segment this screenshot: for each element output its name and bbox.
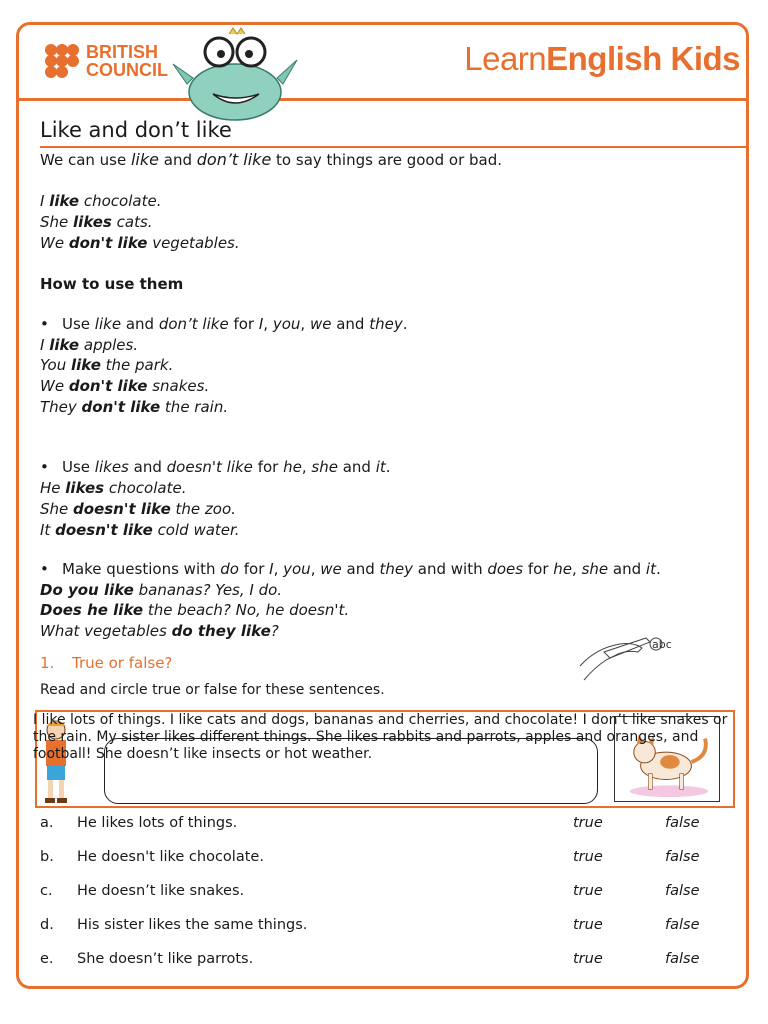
- rule-text: Use: [62, 458, 95, 476]
- rule-text: ,: [300, 315, 310, 333]
- example-line: [40, 479, 186, 497]
- ex-bold: Does he like: [40, 601, 144, 619]
- ex-bold: likes: [65, 479, 105, 497]
- intro-dont-like: don’t like: [196, 150, 272, 169]
- true-option[interactable]: true: [573, 883, 603, 899]
- ex-pre: She: [40, 213, 74, 231]
- intro-line: [40, 150, 502, 169]
- ex-pre: What vegetables: [40, 622, 172, 640]
- question-letter: b.: [40, 849, 54, 865]
- ex-bold: doesn't like: [73, 500, 171, 518]
- example-line: [40, 192, 161, 210]
- ex-post: the beach? No, he doesn't.: [143, 601, 350, 619]
- rule-term: do: [220, 560, 239, 578]
- ex-pre: They: [40, 398, 82, 416]
- rule-text: ,: [301, 458, 312, 476]
- ex-post: ?: [270, 622, 279, 640]
- example-line: [40, 234, 240, 252]
- rule-text: and: [121, 315, 159, 333]
- rule-term: like: [94, 315, 122, 333]
- false-option[interactable]: false: [665, 951, 700, 967]
- example-line: [40, 213, 153, 231]
- ex-bold: like: [70, 356, 101, 374]
- rule-term: doesn't like: [166, 458, 253, 476]
- rule-text: for: [228, 315, 259, 333]
- rule-text: for: [238, 560, 270, 578]
- ex-post: vegetables.: [147, 234, 240, 252]
- rule-1-bullet: [40, 315, 408, 333]
- pen-writing-icon: [576, 630, 691, 688]
- rule-term: he: [553, 560, 573, 578]
- exercise-number: 1.: [40, 654, 55, 672]
- ex-post: apples.: [79, 336, 139, 354]
- how-heading: How to use them: [40, 275, 184, 293]
- intro-post: to say things are good or bad.: [271, 151, 503, 169]
- exercise-instruction: Read and circle true or false for these sentences.: [40, 682, 385, 698]
- false-option[interactable]: false: [665, 849, 700, 865]
- rule-term: it: [375, 458, 386, 476]
- story-text: I like lots of things. I like cats and dogs, bananas and cherries, and chocolate! I don’t like snakes or the rain. My sister likes different things. She likes rabbits and parrots, apples and oranges, and football! She doesn’t like insects or hot weather.: [33, 712, 728, 762]
- question-row: [40, 849, 720, 869]
- example-line: [40, 601, 349, 619]
- rule-term: I: [258, 315, 264, 333]
- rule-text: Use: [62, 315, 95, 333]
- ex-post: the rain.: [160, 398, 229, 416]
- ex-pre: He: [40, 479, 66, 497]
- question-text: He likes lots of things.: [77, 815, 238, 831]
- true-option[interactable]: true: [573, 849, 603, 865]
- rule-text: .: [655, 560, 661, 578]
- example-line: [40, 336, 138, 354]
- british-council-wordmark: [86, 43, 168, 79]
- rule-term: she: [581, 560, 609, 578]
- rule-term: they: [369, 315, 403, 333]
- bullet-icon: •: [40, 560, 49, 578]
- ex-post: chocolate.: [104, 479, 187, 497]
- rule-text: ,: [310, 560, 321, 578]
- rule-term: he: [283, 458, 302, 476]
- pen-letters: abc: [652, 638, 672, 651]
- question-letter: e.: [40, 951, 54, 967]
- question-row: [40, 951, 720, 971]
- ex-post: the zoo.: [170, 500, 236, 518]
- ex-bold: Do you like: [40, 581, 134, 599]
- question-row: [40, 883, 720, 903]
- learnenglish-kids-logo: [464, 40, 740, 78]
- rule-term: does: [487, 560, 524, 578]
- brand-line-1: BRITISH: [86, 42, 158, 62]
- bullet-icon: •: [40, 458, 49, 476]
- rule-term: don’t like: [158, 315, 229, 333]
- brand-learn: Learn: [464, 40, 547, 77]
- intro-and: and: [158, 151, 197, 169]
- question-row: [40, 917, 720, 937]
- rule-term: I: [269, 560, 274, 578]
- example-line: [40, 622, 279, 640]
- example-line: [40, 398, 228, 416]
- ex-pre: I: [40, 336, 50, 354]
- question-row: [40, 815, 720, 835]
- rule-term: likes: [94, 458, 129, 476]
- rule-3-bullet: [40, 560, 661, 578]
- rule-term: we: [309, 315, 332, 333]
- example-line: [40, 521, 240, 539]
- page-title: Like and don’t like: [40, 118, 232, 142]
- rule-text: Make questions with: [62, 560, 221, 578]
- ex-bold: likes: [73, 213, 112, 231]
- ex-bold: like: [49, 336, 80, 354]
- ex-post: snakes.: [147, 377, 210, 395]
- rule-text: ,: [263, 315, 273, 333]
- rule-term: she: [311, 458, 338, 476]
- question-letter: c.: [40, 883, 53, 899]
- false-option[interactable]: false: [665, 815, 700, 831]
- rule-2-bullet: [40, 458, 391, 476]
- title-underline: [40, 146, 746, 148]
- question-text: He doesn’t like snakes.: [77, 883, 245, 899]
- ex-bold: don't like: [81, 398, 161, 416]
- example-line: [40, 581, 282, 599]
- true-option[interactable]: true: [573, 815, 603, 831]
- ex-post: chocolate.: [79, 192, 162, 210]
- header-divider: [19, 98, 746, 101]
- question-letter: a.: [40, 815, 54, 831]
- exercise-heading: [40, 654, 172, 672]
- true-option[interactable]: true: [573, 917, 603, 933]
- rule-text: and: [331, 315, 370, 333]
- rule-text: for: [523, 560, 554, 578]
- rule-term: they: [379, 560, 413, 578]
- rule-text: and: [341, 560, 380, 578]
- ex-pre: We: [40, 234, 69, 252]
- ex-pre: She: [40, 500, 74, 518]
- rule-text: .: [385, 458, 391, 476]
- ex-bold: doesn't like: [55, 521, 153, 539]
- rule-term: it: [645, 560, 656, 578]
- rule-text: and: [337, 458, 376, 476]
- ex-post: the park.: [100, 356, 174, 374]
- rule-text: .: [402, 315, 408, 333]
- question-text: He doesn't like chocolate.: [77, 849, 264, 865]
- ex-bold: don't like: [68, 377, 148, 395]
- ex-bold: don't like: [68, 234, 148, 252]
- ex-post: bananas? Yes, I do.: [133, 581, 283, 599]
- monster-mascot-icon: [165, 24, 305, 124]
- bullet-icon: •: [40, 315, 49, 333]
- rule-term: you: [283, 560, 311, 578]
- example-line: [40, 356, 173, 374]
- intro-pre: We can use: [40, 151, 131, 169]
- ex-post: cats.: [111, 213, 153, 231]
- ex-pre: I: [40, 192, 50, 210]
- brand-line-2: COUNCIL: [86, 60, 168, 80]
- brand-english-kids: English Kids: [546, 40, 740, 77]
- exercise-title: True or false?: [72, 654, 173, 672]
- rule-term: we: [320, 560, 342, 578]
- british-council-dots-icon: [44, 43, 80, 79]
- rule-text: for: [252, 458, 284, 476]
- true-option[interactable]: true: [573, 951, 603, 967]
- ex-bold: like: [49, 192, 80, 210]
- false-option[interactable]: false: [665, 917, 700, 933]
- rule-term: you: [272, 315, 301, 333]
- example-line: [40, 377, 209, 395]
- rule-text: ,: [273, 560, 284, 578]
- rule-text: and: [128, 458, 167, 476]
- question-text: His sister likes the same things.: [77, 917, 308, 933]
- question-letter: d.: [40, 917, 54, 933]
- rule-text: ,: [572, 560, 582, 578]
- ex-pre: It: [40, 521, 56, 539]
- ex-bold: do they like: [171, 622, 271, 640]
- rule-text: and with: [413, 560, 488, 578]
- example-line: [40, 500, 236, 518]
- rule-text: and: [608, 560, 646, 578]
- intro-like: like: [130, 150, 159, 169]
- question-text: She doesn’t like parrots.: [77, 951, 254, 967]
- ex-pre: You: [40, 356, 71, 374]
- ex-post: cold water.: [152, 521, 240, 539]
- false-option[interactable]: false: [665, 883, 700, 899]
- ex-pre: We: [40, 377, 69, 395]
